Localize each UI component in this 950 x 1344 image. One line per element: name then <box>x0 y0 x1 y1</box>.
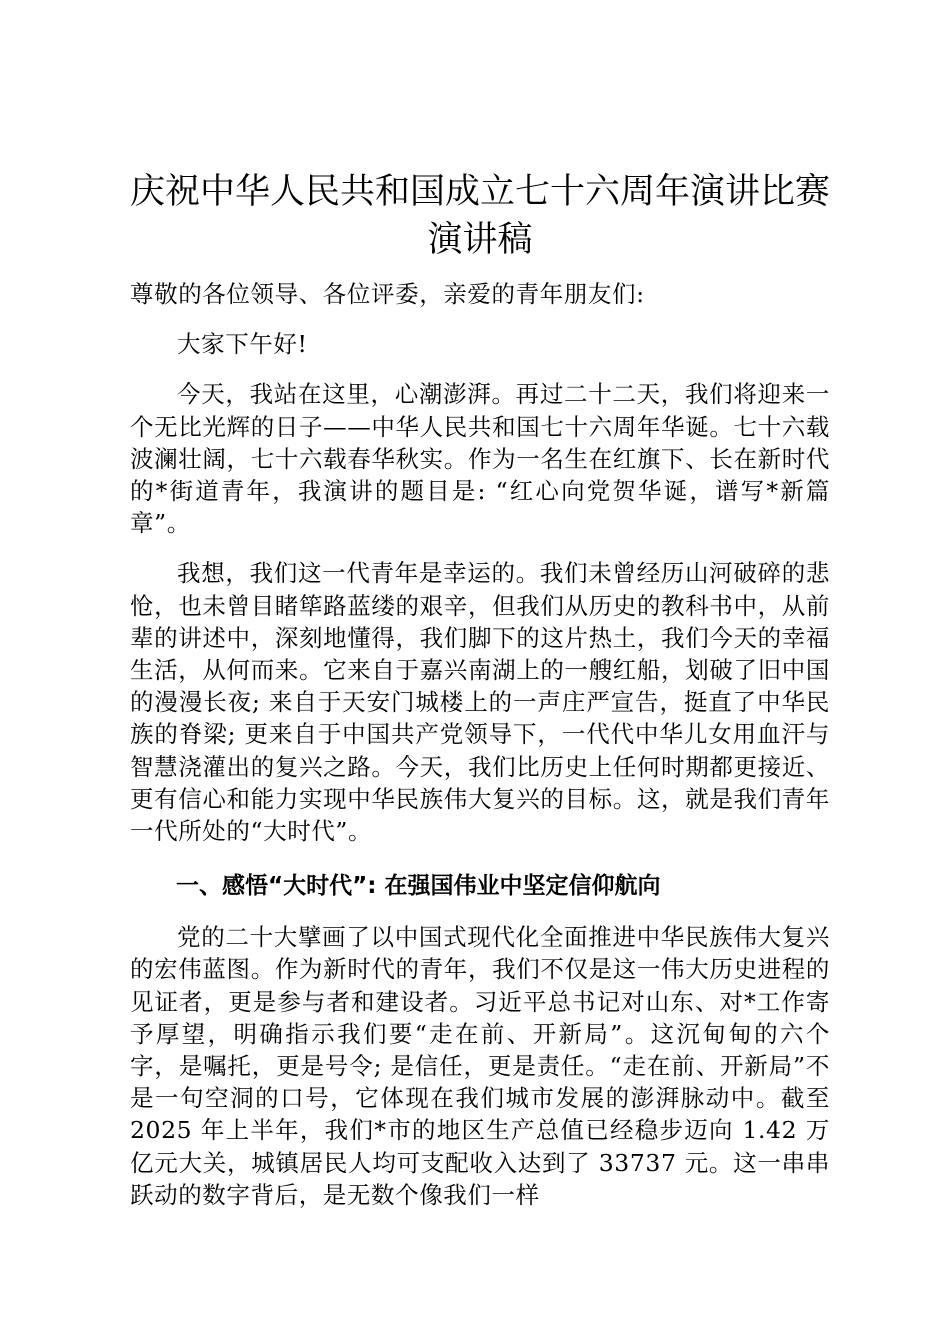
paragraph-3: 党的二十大擘画了以中国式现代化全面推进中华民族伟大复兴的宏伟蓝图。作为新时代的青年，我们不仅是这一伟大历史进程的见证者，更是参与者和建设者。习近平总书记对山东、对*工作寄予厚望，明确指示我们要“走在前、开新局”。这沉甸甸的六个字，是嘱托，更是号令; 是信任，更是责任。“走在前、开新局”不是一句空洞的口号，它体现在我们城市发展的澎湃脉动中。截至 2025 年上半年，我们*市的地区生产总值已经稳步迈向 1.42 万亿元大关，城镇居民人均可支配收入达到了 33737 元。这一串串跃动的数字背后，是无数个像我们一样 <box>130 923 830 1209</box>
section-1-heading: 一、感悟“大时代”: 在强国伟业中坚定信仰航向 <box>176 873 661 900</box>
greeting: 大家下午好! <box>177 330 308 359</box>
paragraph-2: 我想，我们这一代青年是幸运的。我们未曾经历山河破碎的悲怆，也未曾目睹筚路蓝缕的艰辛，但我们从历史的教科书中，从前辈的讲述中，深刻地懂得，我们脚下的这片热土，我们今天的幸福生活，从何而来。它来自于嘉兴南湖上的一艘红船，划破了旧中国的漫漫长夜; 来自于天安门城楼上的一声庄严宣告，挺直了中华民族的脊梁; 更来自于中国共产党领导下，一代代中华儿女用血汗与智慧浇灌出的复兴之路。今天，我们比历史上任何时期都更接近、更有信心和能力实现中华民族伟大复兴的目标。这，就是我们青年一代所处的“大时代”。 <box>130 559 830 846</box>
title-line-1: 庆祝中华人民共和国成立七十六周年演讲比赛 <box>130 172 831 212</box>
title-line-2: 演讲稿 <box>427 220 533 260</box>
document-title <box>130 168 830 264</box>
salutation: 尊敬的各位领导、各位评委，亲爱的青年朋友们: <box>130 280 645 308</box>
paragraph-1: 今天，我站在这里，心潮澎湃。再过二十二天，我们将迎来一个无比光辉的日子——中华人民共和国七十六周年华诞。七十六载波澜壮阔，七十六载春华秋实。作为一名生在红旗下、长在新时代的*街道青年，我演讲的题目是: “红心向党贺华诞，谱写*新篇章”。 <box>130 380 830 538</box>
document-page <box>130 168 830 1211</box>
